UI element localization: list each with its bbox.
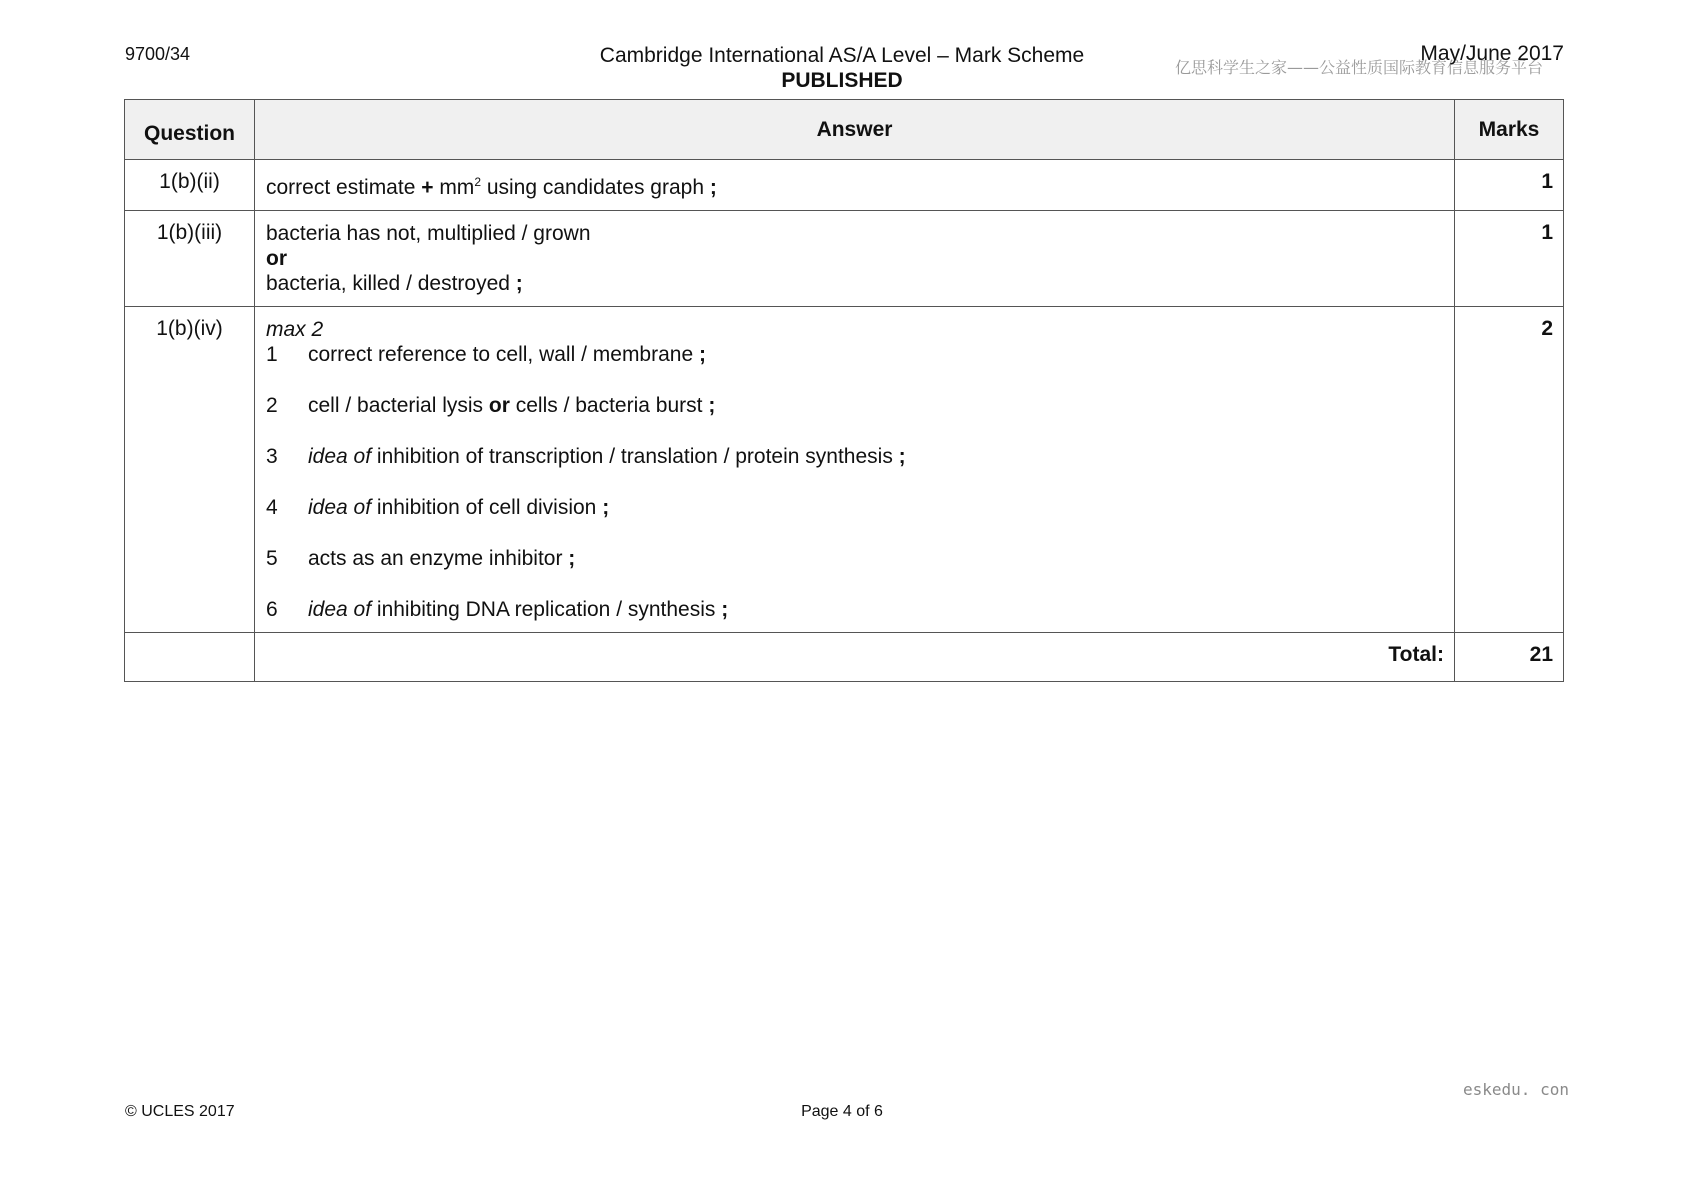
answer-cell	[255, 211, 1455, 307]
point-text: idea of inhibiting DNA replication / synthesis ;	[308, 598, 729, 621]
answer-cell	[255, 307, 1455, 633]
marking-point	[266, 444, 1444, 469]
question-number: 1(b)(iii)	[125, 211, 255, 307]
total-value: 21	[1455, 633, 1564, 682]
marking-point	[266, 342, 1444, 367]
mark-scheme-table	[124, 99, 1564, 682]
paper-code: 9700/34	[125, 44, 191, 64]
question-number: 1(b)(iv)	[125, 307, 255, 633]
answer-cell	[255, 160, 1455, 211]
point-number: 6	[266, 598, 278, 621]
max-marks-note: max 2	[266, 318, 324, 341]
total-label: Total:	[255, 633, 1455, 682]
unit-superscript: 2	[474, 175, 481, 189]
marking-point	[266, 546, 1444, 571]
page-number: Page 4 of 6	[801, 1103, 883, 1120]
answer-line	[266, 271, 1444, 296]
point-text: correct reference to cell, wall / membrane ;	[308, 343, 706, 366]
point-text: idea of inhibition of transcription / translation / protein synthesis ;	[308, 445, 906, 468]
table-row	[125, 307, 1564, 633]
document-title: Cambridge International AS/A Level – Mark Scheme	[599, 44, 1085, 67]
marking-point	[266, 495, 1444, 520]
published-label: PUBLISHED	[781, 69, 903, 92]
watermark-text: 亿思科学生之家——公益性质国际教育信息服务平台	[1175, 58, 1544, 77]
empty-cell	[125, 633, 255, 682]
answer-column-header: Answer	[255, 100, 1455, 160]
question-column-header: Question	[125, 100, 255, 160]
answer-line: bacteria has not, multiplied / grown	[266, 222, 591, 245]
question-number: 1(b)(ii)	[125, 160, 255, 211]
mark-separator: ;	[515, 272, 523, 295]
table-row	[125, 211, 1564, 307]
point-number: 1	[266, 343, 278, 366]
table-row	[125, 160, 1564, 211]
site-watermark: eskedu. con	[1463, 1080, 1569, 1099]
point-text: cell / bacterial lysis or cells / bacteria burst ;	[308, 394, 716, 417]
answer-text: correct estimate	[266, 176, 422, 199]
or-connector: or	[266, 247, 287, 270]
mark-separator: ;	[709, 176, 717, 199]
answer-text: using candidates graph	[481, 176, 710, 199]
marks-value: 1	[1455, 160, 1564, 211]
plus-sign: +	[421, 176, 434, 199]
marking-point	[266, 393, 1444, 418]
point-number: 4	[266, 496, 278, 519]
point-number: 2	[266, 394, 278, 417]
point-number: 5	[266, 547, 278, 570]
point-text: idea of inhibition of cell division ;	[308, 496, 610, 519]
marks-value: 2	[1455, 307, 1564, 633]
exam-session-date: May/June 2017	[1420, 42, 1564, 65]
point-text: acts as an enzyme inhibitor ;	[308, 547, 576, 570]
unit-text: mm	[433, 176, 475, 199]
marks-column-header: Marks	[1455, 100, 1564, 160]
table-header-row	[125, 100, 1564, 160]
marks-value: 1	[1455, 211, 1564, 307]
answer-text: bacteria, killed / destroyed	[266, 272, 516, 295]
copyright-notice: © UCLES 2017	[125, 1103, 235, 1120]
total-row	[125, 633, 1564, 682]
marking-point	[266, 597, 1444, 622]
point-number: 3	[266, 445, 278, 468]
